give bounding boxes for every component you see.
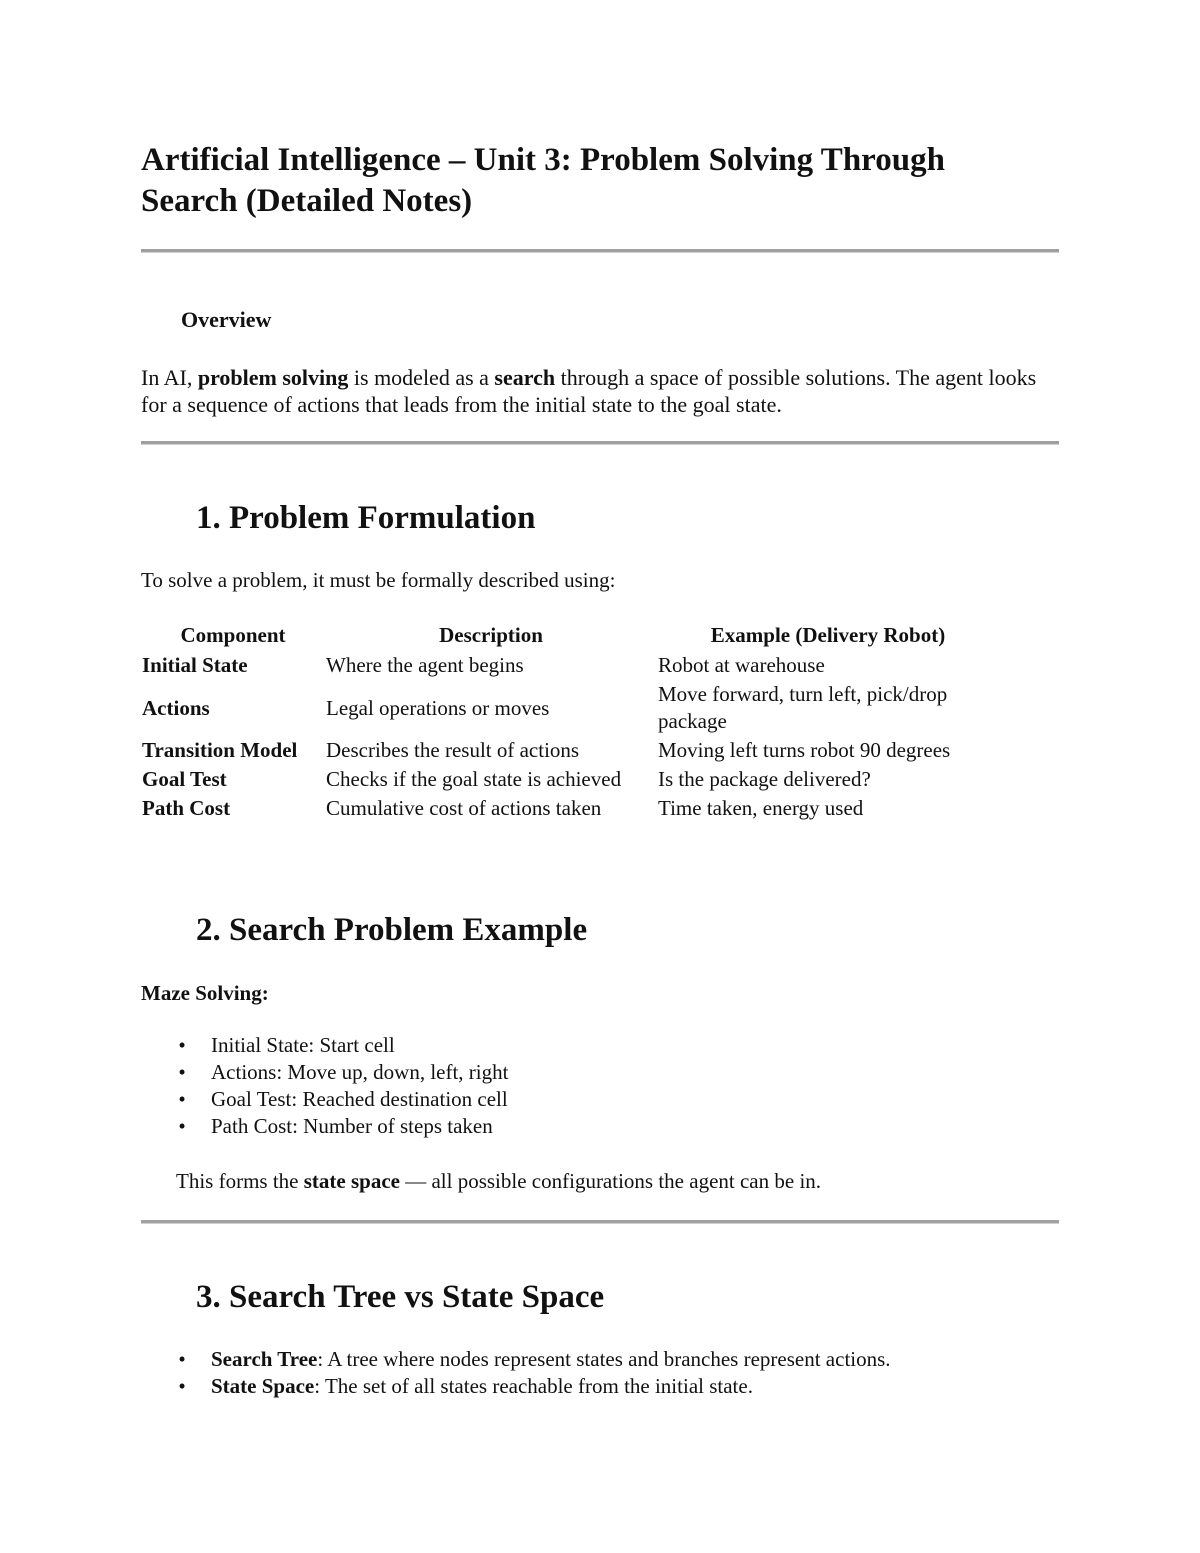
- overview-bold-search: search: [494, 365, 556, 390]
- list-item: [176, 1032, 508, 1059]
- table-header-row: [141, 620, 999, 651]
- table-row: [141, 651, 999, 680]
- table-cell: Legal operations or moves: [326, 695, 550, 720]
- overview-text-3: through a space of possible solutions. The agent looks for a sequence of actions that leads from the initial state to the goal state.: [141, 365, 1037, 417]
- table-cell: Transition Model: [142, 738, 298, 762]
- bullet-icon: •: [178, 1087, 186, 1111]
- bullet-icon: •: [178, 1060, 186, 1084]
- table-cell: Checks if the goal state is achieved: [326, 767, 622, 791]
- bullet-icon: •: [178, 1374, 186, 1398]
- table-cell: Cumulative cost of actions taken: [326, 796, 602, 820]
- table-header-example: Example (Delivery Robot): [710, 623, 946, 647]
- document-title: Artificial Intelligence – Unit 3: Problem Solving Through Search (Detailed Notes): [141, 142, 945, 219]
- closing-text-2: — all possible configurations the agent can be in.: [399, 1169, 822, 1193]
- table-cell: Is the package delivered?: [658, 767, 871, 791]
- list-item: [176, 1373, 1056, 1400]
- maze-bullet-list: [176, 1032, 508, 1140]
- horizontal-rule: [141, 1220, 1059, 1224]
- bullet-icon: •: [178, 1347, 186, 1371]
- overview-heading: Overview: [181, 307, 272, 332]
- search-tree-bullet-list: [176, 1346, 1056, 1400]
- table-cell: Actions: [142, 695, 210, 720]
- table-cell: Goal Test: [142, 767, 227, 791]
- horizontal-rule: [141, 441, 1059, 445]
- table-cell: Describes the result of actions: [326, 738, 580, 762]
- table-cell: Moving left turns robot 90 degrees: [658, 738, 951, 762]
- section-2-heading: 2. Search Problem Example: [196, 912, 588, 948]
- list-item-text: Actions: Move up, down, left, right: [211, 1060, 509, 1084]
- term-state-space: State Space: [211, 1374, 315, 1398]
- list-item: [176, 1346, 1056, 1373]
- table-row: [141, 736, 999, 765]
- horizontal-rule: [141, 249, 1059, 253]
- table-cell: Initial State: [142, 653, 248, 677]
- list-item-text: : The set of all states reachable from the initial state.: [314, 1374, 753, 1398]
- list-item: [176, 1086, 508, 1113]
- table-header-component: Component: [180, 623, 286, 647]
- list-item-text: Path Cost: Number of steps taken: [211, 1114, 493, 1138]
- table-cell: Robot at warehouse: [658, 653, 825, 677]
- maze-solving-label: Maze Solving:: [141, 981, 269, 1005]
- table-cell: Path Cost: [142, 796, 231, 820]
- table-cell: Time taken, energy used: [658, 796, 864, 820]
- closing-text-1: This forms the: [176, 1169, 304, 1193]
- closing-bold-state-space: state space: [303, 1169, 400, 1193]
- section-1-intro: To solve a problem, it must be formally described using:: [141, 568, 616, 592]
- section-1-heading: 1. Problem Formulation: [196, 500, 536, 536]
- list-item-text: Goal Test: Reached destination cell: [211, 1087, 508, 1111]
- section-3-heading: 3. Search Tree vs State Space: [196, 1279, 605, 1315]
- list-item: [176, 1059, 508, 1086]
- bullet-icon: •: [178, 1114, 186, 1138]
- overview-bold-problem-solving: problem solving: [197, 365, 349, 390]
- table-row: [141, 680, 999, 736]
- list-item-text: Initial State: Start cell: [211, 1033, 395, 1057]
- table-header-description: Description: [439, 623, 543, 647]
- table-cell: Move forward, turn left, pick/drop package: [658, 682, 948, 733]
- components-table: [141, 620, 999, 823]
- table-row: [141, 765, 999, 794]
- bullet-icon: •: [178, 1033, 186, 1057]
- overview-paragraph: [141, 364, 1059, 418]
- term-search-tree: Search Tree: [211, 1347, 318, 1371]
- overview-text-2: is modeled as a: [348, 365, 495, 390]
- list-item-text: : A tree where nodes represent states and branches represent actions.: [317, 1347, 891, 1371]
- table-row: [141, 794, 999, 823]
- state-space-paragraph: [176, 1168, 1056, 1195]
- overview-text-1: In AI,: [141, 365, 198, 390]
- list-item: [176, 1113, 508, 1140]
- table-cell: Where the agent begins: [326, 653, 524, 677]
